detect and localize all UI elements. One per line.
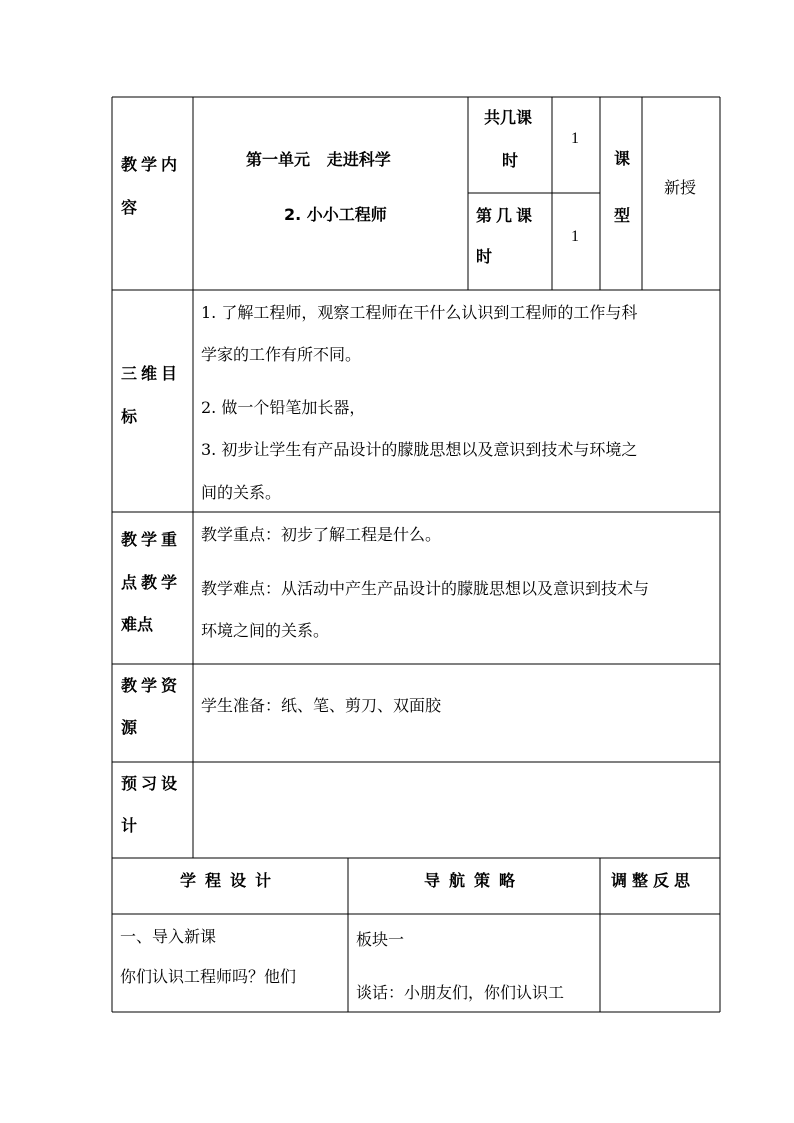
preview-label: 预习设 bbox=[121, 774, 182, 793]
total-lessons-value: 1 bbox=[571, 130, 579, 147]
goals-label: 三维目 bbox=[121, 364, 182, 383]
goals-label-cont: 标 bbox=[121, 407, 138, 426]
content-label-cont: 容 bbox=[121, 198, 138, 217]
goal-line: 1. 了解工程师，观察工程师在干什么认识到工程师的工作与科 bbox=[201, 303, 638, 322]
lesson-number-label-cont: 时 bbox=[476, 247, 493, 266]
resources-label: 教学资 bbox=[121, 676, 182, 695]
key-point-line: 教学难点：从活动中产生产品设计的朦胧思想以及意识到技术与 bbox=[201, 579, 650, 598]
goal-line: 3. 初步让学生有产品设计的朦胧思想以及意识到技术与环境之 bbox=[201, 440, 638, 459]
goal-line: 学家的工作有所不同。 bbox=[201, 345, 362, 364]
lesson-title: 2. 小小工程师 bbox=[284, 205, 387, 224]
preview-label-cont: 计 bbox=[121, 816, 138, 835]
unit-title: 第一单元 走进科学 bbox=[246, 150, 391, 169]
content-label: 教学内 bbox=[121, 155, 182, 174]
goal-line: 间的关系。 bbox=[201, 483, 282, 502]
col-header-reflection: 调整反思 bbox=[611, 871, 696, 890]
col-header-strategy: 导航策略 bbox=[424, 871, 525, 890]
resources-text: 学生准备：纸、笔、剪刀、双面胶 bbox=[201, 696, 442, 715]
lesson-number-value: 1 bbox=[571, 228, 579, 245]
process-line: 你们认识工程师吗？他们 bbox=[120, 967, 297, 986]
total-lessons-label: 共几课 bbox=[484, 108, 533, 127]
key-points-label-end: 难点 bbox=[121, 615, 154, 634]
type-label: 课 bbox=[614, 149, 631, 168]
strategy-line: 谈话：小朋友们，你们认识工 bbox=[356, 983, 565, 1002]
key-points-label-cont: 点教学 bbox=[121, 573, 182, 592]
process-line: 一、导入新课 bbox=[120, 927, 217, 946]
type-label-cont: 型 bbox=[614, 206, 631, 225]
goal-line: 2. 做一个铅笔加长器， bbox=[201, 398, 366, 417]
strategy-line: 板块一 bbox=[356, 930, 405, 949]
total-lessons-label-cont: 时 bbox=[502, 151, 519, 170]
resources-label-cont: 源 bbox=[121, 718, 138, 737]
key-point-line: 环境之间的关系。 bbox=[201, 621, 330, 640]
key-points-label: 教学重 bbox=[121, 530, 182, 549]
key-point-line: 教学重点：初步了解工程是什么。 bbox=[201, 525, 442, 544]
lesson-number-label: 第几课 bbox=[476, 206, 537, 225]
col-header-process: 学程设计 bbox=[180, 871, 281, 890]
type-value: 新授 bbox=[664, 178, 697, 197]
